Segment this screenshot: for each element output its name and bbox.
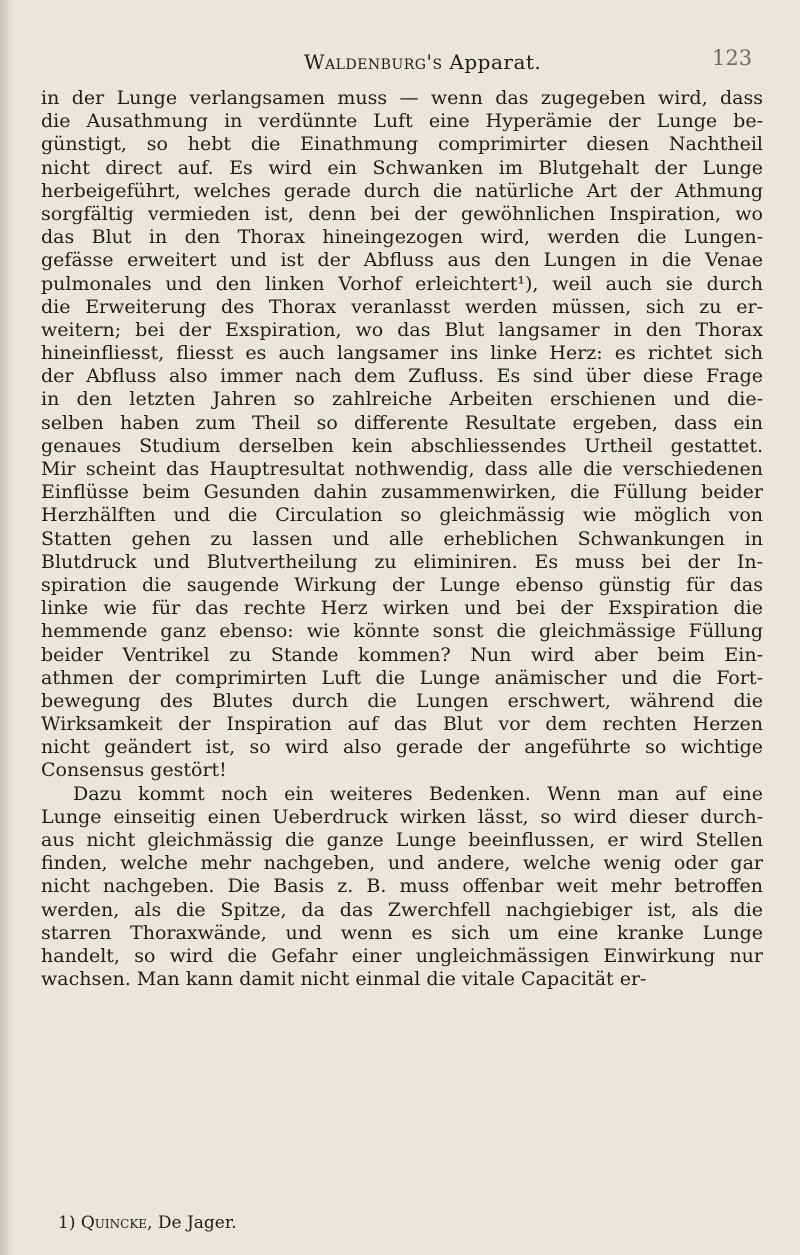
- text-line: Lunge einseitig einen Ueberdruck wirken lässt, so wird dieser durch-: [41, 805, 763, 828]
- text-line: weitern; bei der Exspiration, wo das Blut langsamer in den Thorax: [41, 318, 763, 341]
- text-line: die Ausathmung in verdünnte Luft eine Hyperämie der Lunge be-: [41, 110, 763, 133]
- footnote-rest: , De Jager.: [147, 1213, 237, 1233]
- text-line: das Blut in den Thorax hineingezogen wird, werden die Lungen-: [41, 226, 763, 249]
- page-header: [0, 46, 800, 80]
- text-line: der Abfluss also immer nach dem Zufluss. Es sind über diese Frage: [41, 365, 763, 388]
- text-line: Blutdruck und Blutvertheilung zu eliminiren. Es muss bei der In-: [41, 550, 763, 573]
- text-line: Statten gehen zu lassen und alle erheblichen Schwankungen in: [41, 527, 763, 550]
- text-line: die Erweiterung des Thorax veranlasst werden müssen, sich zu er-: [41, 295, 763, 318]
- text-line: Wirksamkeit der Inspiration auf das Blut vor dem rechten Herzen: [41, 713, 763, 736]
- text-line: werden, als die Spitze, da das Zwerchfell nachgiebiger ist, als die: [41, 898, 763, 921]
- running-title: [304, 50, 541, 74]
- text-line: aus nicht gleichmässig die ganze Lunge beeinflussen, er wird Stellen: [41, 829, 763, 851]
- text-line: hemmende ganz ebenso: wie könnte sonst die gleichmässige Füllung: [41, 620, 763, 643]
- text-line: handelt, so wird die Gefahr einer ungleichmässigen Einwirkung nur: [41, 944, 763, 967]
- text-line: nicht nachgeben. Die Basis z. B. muss offenbar weit mehr betroffen: [41, 875, 763, 898]
- binding-edge: [0, 0, 14, 1255]
- text-line: athmen der comprimirten Luft die Lunge anämischer und die Fort-: [41, 666, 763, 689]
- footnote-marker: 1): [58, 1213, 81, 1233]
- text-line: Einflüsse beim Gesunden dahin zusammenwirken, die Füllung beider: [41, 481, 763, 504]
- text-line: spiration die saugende Wirkung der Lunge ebenso günstig für das: [41, 573, 763, 596]
- text-line: günstigt, so hebt die Einathmung comprimirter diesen Nachtheil: [41, 133, 763, 156]
- text-line: in den letzten Jahren so zahlreiche Arbeiten erschienen und die-: [41, 388, 763, 411]
- text-line: finden, welche mehr nachgeben, und andere, welche wenig oder gar: [41, 852, 763, 875]
- text-line: sorgfältig vermieden ist, denn bei der gewöhnlichen Inspiration, wo: [41, 202, 763, 225]
- running-title-name: Waldenburg's: [304, 50, 443, 74]
- text-line: beider Ventrikel zu Stande kommen? Nun wird aber beim Ein-: [41, 643, 763, 666]
- body-text: [41, 87, 763, 991]
- text-line: bewegung des Blutes durch die Lungen erschwert, während die: [41, 689, 763, 712]
- text-line: Dazu kommt noch ein weiteres Bedenken. Wenn man auf eine: [73, 782, 763, 805]
- text-line: gefässe erweitert und ist der Abfluss aus den Lungen in die Venae: [41, 249, 763, 272]
- running-title-rest: Apparat.: [442, 50, 542, 74]
- text-line: genaues Studium derselben kein abschliessendes Urtheil gestattet.: [41, 434, 763, 457]
- text-line: herbeigeführt, welches gerade durch die natürliche Art der Athmung: [41, 179, 763, 202]
- text-line: wachsen. Man kann damit nicht einmal die vitale Capacität er-: [41, 968, 647, 991]
- footnote: [58, 1213, 237, 1233]
- text-line: Mir scheint das Hauptresultat nothwendig, dass alle die verschiedenen: [41, 458, 763, 480]
- text-line: in der Lunge verlangsamen muss — wenn das zugegeben wird, dass: [41, 87, 763, 109]
- text-line: linke wie für das rechte Herz wirken und bei der Exspiration die: [41, 597, 763, 620]
- text-line: selben haben zum Theil so differente Resultate ergeben, dass ein: [41, 411, 763, 434]
- page-number: 123: [712, 46, 753, 70]
- footnote-author: Quincke: [80, 1213, 148, 1233]
- text-line: hineinfliesst, fliesst es auch langsamer ins linke Herz: es richtet sich: [41, 342, 763, 365]
- text-line: nicht geändert ist, so wird also gerade der angeführte so wichtige: [41, 736, 763, 759]
- text-line: nicht direct auf. Es wird ein Schwanken im Blutgehalt der Lunge: [41, 156, 763, 179]
- text-line: Herzhälften und die Circulation so gleichmässig wie möglich von: [41, 504, 763, 527]
- text-line: pulmonales und den linken Vorhof erleichtert¹), weil auch sie durch: [41, 272, 763, 295]
- text-line: Consensus gestört!: [41, 759, 227, 782]
- text-line: starren Thoraxwände, und wenn es sich um eine kranke Lunge: [41, 921, 763, 944]
